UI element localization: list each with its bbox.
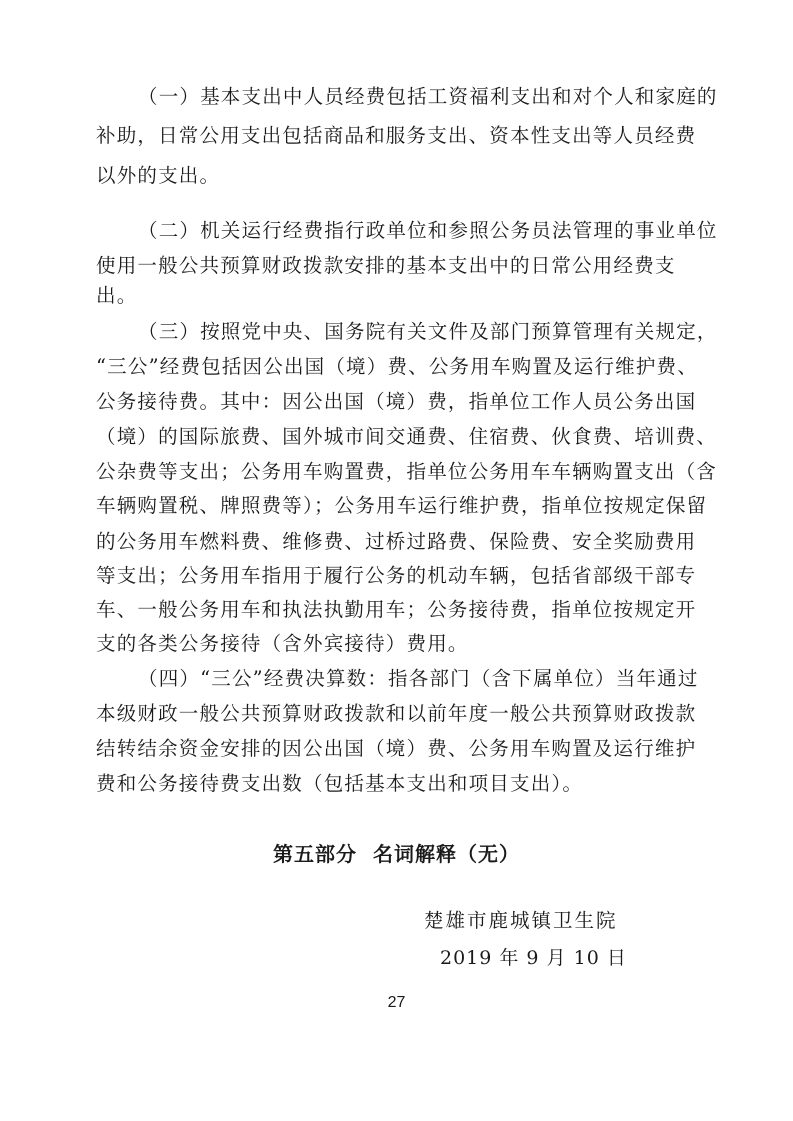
paragraph-line: 补助，日常公用支出包括商品和服务支出、资本性支出等人员经费 <box>96 124 697 147</box>
paragraph-line: 本级财政一般公共预算财政拨款和以前年度一般公共预算财政拨款 <box>96 702 697 725</box>
paragraph-line: 出。 <box>96 284 138 307</box>
page-number: 27 <box>387 994 406 1011</box>
paragraph-line: 车辆购置税、牌照费等）；公务用车运行维护费，指单位按规定保留 <box>96 494 708 517</box>
paragraph-line: 等支出；公务用车指用于履行公务的机动车辆，包括省部级干部专 <box>96 564 697 587</box>
paragraph-line: 的公务用车燃料费、维修费、过桥过路费、保险费、安全奖励费用 <box>96 530 697 553</box>
section-heading: 第五部分 名词解释（无） <box>273 842 520 866</box>
paragraph-line: （境）的国际旅费、国外城市间交通费、住宿费、伙食费、培训费、 <box>96 425 718 448</box>
paragraph-line: 车、一般公务用车和执法执勤用车；公务接待费，指单位按规定开 <box>96 598 697 621</box>
paragraph-line: 使用一般公共预算财政拨款安排的基本支出中的日常公用经费支 <box>96 254 676 277</box>
paragraph-line: （二）机关运行经费指行政单位和参照公务员法管理的事业单位 <box>138 219 718 242</box>
paragraph-line: “三公”经费包括因公出国（境）费、公务用车购置及运行维护费、 <box>96 355 698 378</box>
paragraph-line: 公务接待费。其中：因公出国（境）费，指单位工作人员公务出国 <box>96 390 697 413</box>
paragraph-line: 费和公务接待费支出数（包括基本支出和项目支出）。 <box>96 772 584 795</box>
paragraph-line: 以外的支出。 <box>96 164 221 187</box>
paragraph-line: （三）按照党中央、国务院有关文件及部门预算管理有关规定， <box>138 320 718 343</box>
signature-date: 2019 年 9 月 10 日 <box>440 947 627 969</box>
paragraph-line: 结转结余资金安排的因公出国（境）费、公务用车购置及运行维护 <box>96 737 697 760</box>
paragraph-line: 支的各类公务接待（含外宾接待）费用。 <box>96 632 469 655</box>
signature-organization: 楚雄市鹿城镇卫生院 <box>424 909 618 932</box>
paragraph-line: 公杂费等支出；公务用车购置费，指单位公务用车车辆购置支出（含 <box>96 460 718 483</box>
paragraph-line: （四）“三公”经费决算数：指各部门（含下属单位）当年通过 <box>138 667 699 690</box>
paragraph-line: （一）基本支出中人员经费包括工资福利支出和对个人和家庭的 <box>138 85 718 108</box>
